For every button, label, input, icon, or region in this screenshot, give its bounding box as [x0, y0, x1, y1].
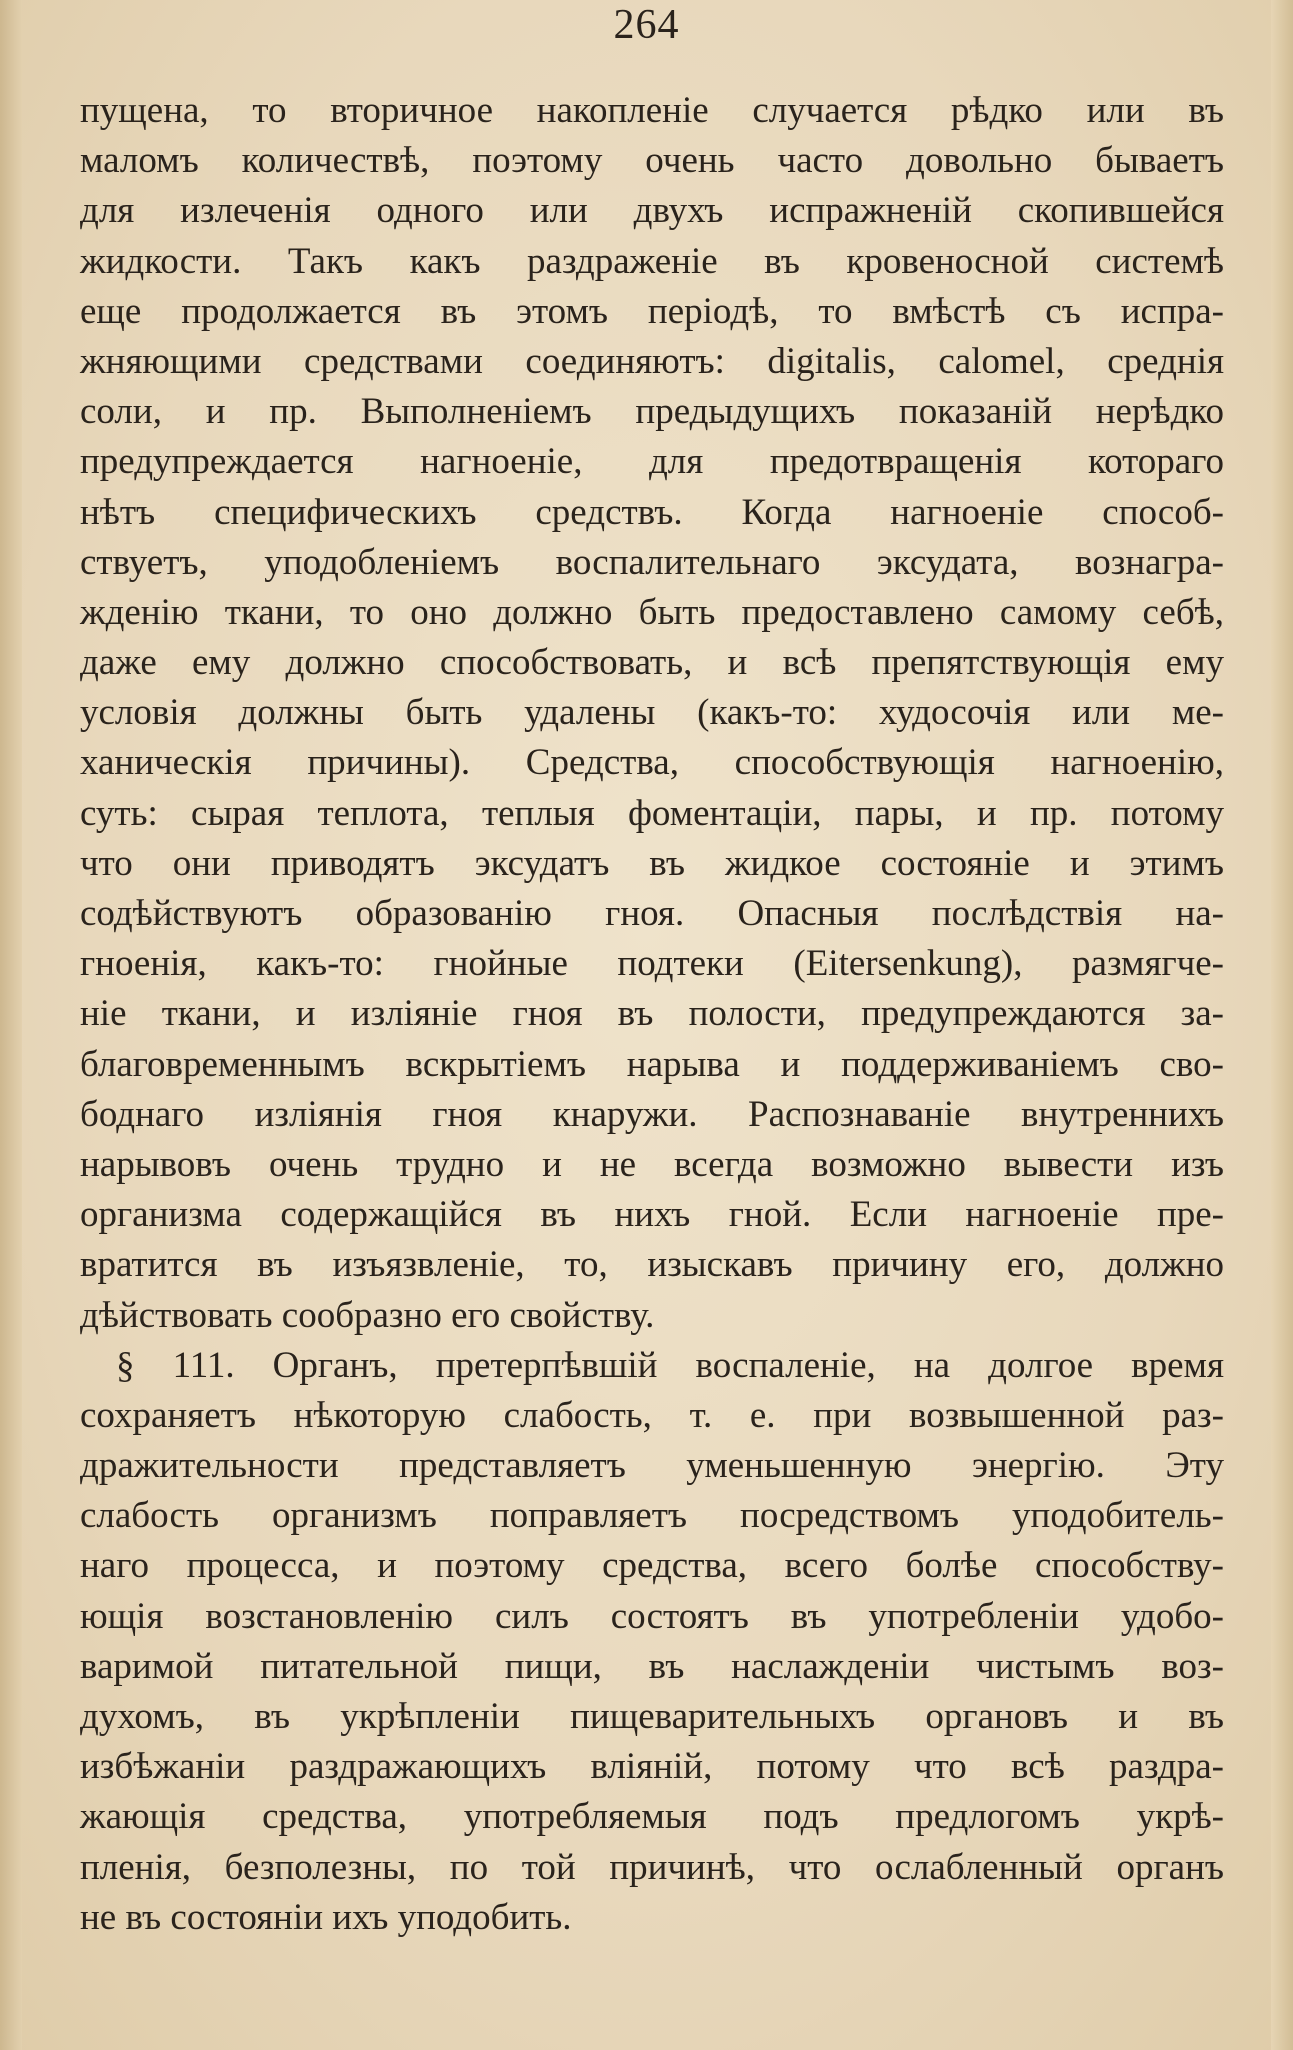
- section-heading-line: § 111. Органъ, претерпѣвшій воспаленіе, на долгое время: [116, 1344, 1224, 1386]
- text-line: соли, и пр. Выполненіемъ предыдущихъ показаній нерѣдко: [80, 391, 1224, 433]
- text-line: еще продолжается въ этомъ періодѣ, то вмѣстѣ съ испра-: [80, 290, 1224, 332]
- text-line: боднаго изліянія гноя кнаружи. Распознаваніе внутреннихъ: [80, 1093, 1224, 1135]
- text-line: условія должны быть удалены (какъ-то: худосочія или ме-: [80, 692, 1224, 734]
- paragraph-last-line: не въ состояніи ихъ уподобить.: [80, 1896, 572, 1938]
- text-line: ніе ткани, и изліяніе гноя въ полости, предупреждаются за-: [80, 993, 1224, 1035]
- text-line: ствуетъ, уподобленіемъ воспалительнаго эксудата, вознагра-: [80, 541, 1224, 583]
- text-line: гноенія, какъ-то: гнойные подтеки (Eitersenkung), размягче-: [80, 943, 1224, 985]
- text-line: суть: сырая теплота, теплыя фоментаціи, пары, и пр. потому: [80, 792, 1224, 834]
- text-line: даже ему должно способствовать, и всѣ препятствующія ему: [80, 642, 1224, 684]
- body-text: [80, 86, 1224, 1943]
- text-line: жающія средства, употребляемыя подъ предлогомъ укрѣ-: [80, 1796, 1224, 1838]
- text-line: ющія возстановленію силъ состоятъ въ употребленіи удобо-: [80, 1595, 1224, 1637]
- page-edge-right: [1271, 0, 1293, 2050]
- paragraph-last-line: дѣйствовать сообразно его свойству.: [80, 1294, 655, 1336]
- text-line: предупреждается нагноеніе, для предотвращенія котораго: [80, 441, 1224, 483]
- text-line: организма содержащійся въ нихъ гной. Если нагноеніе пре-: [80, 1194, 1224, 1236]
- text-line: содѣйствуютъ образованію гноя. Опасныя послѣдствія на-: [80, 893, 1224, 934]
- text-line: для излеченія одного или двухъ испражненій скопившейся: [80, 190, 1224, 232]
- text-line: жняющими средствами соединяютъ: digitalis, calomel, среднія: [80, 340, 1224, 382]
- text-line: дражительности представляетъ уменьшенную энергію. Эту: [80, 1445, 1224, 1487]
- text-line: благовременнымъ вскрытіемъ нарыва и поддерживаніемъ сво-: [80, 1043, 1224, 1085]
- text-line: жидкости. Такъ какъ раздраженіе въ кровеносной системѣ: [80, 240, 1224, 282]
- text-line: духомъ, въ укрѣпленіи пищеварительныхъ органовъ и въ: [80, 1696, 1224, 1737]
- text-line: нѣтъ специфическихъ средствъ. Когда нагноеніе способ-: [80, 491, 1224, 533]
- text-line: слабость организмъ поправляетъ посредствомъ уподобитель-: [80, 1495, 1224, 1537]
- text-line: нарывовъ очень трудно и не всегда возможно вывести изъ: [80, 1143, 1224, 1185]
- text-line: варимой питательной пищи, въ наслажденіи чистымъ воз-: [80, 1645, 1224, 1687]
- text-line: вратится въ изъязвленіе, то, изыскавъ причину его, должно: [80, 1244, 1224, 1286]
- text-line: ханическія причины). Средства, способствующія нагноенію,: [80, 742, 1224, 784]
- text-line: пущена, то вторичное накопленіе случается рѣдко или въ: [80, 90, 1224, 131]
- text-line: сохраняетъ нѣкоторую слабость, т. е. при возвышенной раз-: [80, 1394, 1224, 1436]
- text-line: маломъ количествѣ, поэтому очень часто довольно бываетъ: [80, 140, 1224, 182]
- text-line: пленія, безполезны, по той причинѣ, что ослабленный органъ: [80, 1846, 1224, 1888]
- text-line: наго процесса, и поэтому средства, всего болѣе способству-: [80, 1545, 1224, 1587]
- text-line: жденію ткани, то оно должно быть предоставлено самому себѣ,: [80, 591, 1224, 633]
- text-line: что они приводятъ эксудатъ въ жидкое состояніе и этимъ: [80, 842, 1224, 884]
- text-line: избѣжаніи раздражающихъ вліяній, потому что всѣ раздра-: [80, 1746, 1224, 1788]
- page-edge-left: [0, 0, 22, 2050]
- page-number: 264: [613, 2, 680, 48]
